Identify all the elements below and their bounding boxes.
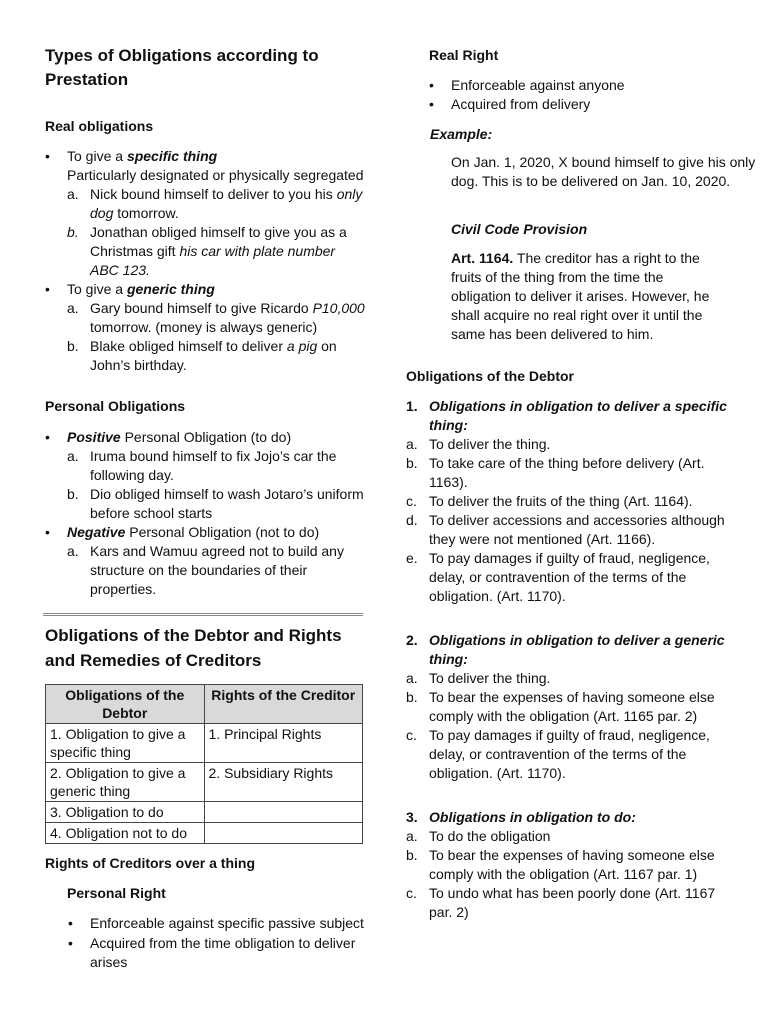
group-title: 3. Obligations in obligation to do: xyxy=(406,809,636,825)
civil-code-label: Civil Code Provision xyxy=(451,221,588,237)
list-item-negative: • Negative Personal Obligation (not to do) a. Kars and Wamuu agreed not to build any structure on the boundaries of their properties. xyxy=(45,523,365,599)
generic-thing-examples xyxy=(67,299,365,375)
table-row xyxy=(46,823,363,844)
personal-right-list xyxy=(68,914,368,972)
table-cell: 3. Obligation to do xyxy=(46,802,205,823)
list-item: • Enforceable against anyone xyxy=(429,76,729,95)
real-obligations-list xyxy=(45,147,365,375)
table-row xyxy=(46,763,363,802)
list-item: • Acquired from delivery xyxy=(429,95,729,114)
table-cell: 1. Principal Rights xyxy=(204,724,363,763)
table-header-cell: Rights of the Creditor xyxy=(204,685,363,724)
list-item-positive: • Positive Personal Obligation (to do) a. Iruma bound himself to fix Jojo’s car the following day. b. Dio obliged himself to wash Jotaro’s uniform before school starts xyxy=(45,428,365,523)
list-item: b. Blake obliged himself to deliver a pig on John’s birthday. xyxy=(67,338,337,373)
table-row xyxy=(46,724,363,763)
table-cell: 2. Subsidiary Rights xyxy=(204,763,363,802)
debtor-group-1 xyxy=(406,397,736,606)
debtor-group-3 xyxy=(406,808,736,922)
real-right-list xyxy=(429,76,729,114)
table-cell xyxy=(204,802,363,823)
table-header-cell: Obligations of the Debtor xyxy=(46,685,205,724)
list-item: b. To take care of the thing before delivery (Art. 1163). xyxy=(406,455,705,490)
list-item: a. To deliver the thing. xyxy=(406,436,551,452)
group-title: 2. Obligations in obligation to deliver a generic thing: xyxy=(406,632,725,667)
generic-thing-term: generic thing xyxy=(126,281,215,297)
list-item: a. To deliver the thing. xyxy=(406,670,551,686)
list-item: c. To pay damages if guilty of fraud, negligence, delay, or contravention of the terms of the obligation. (Art. 1170). xyxy=(406,727,710,781)
list-item: a. Nick bound himself to deliver to you his only dog tomorrow. xyxy=(67,186,363,221)
list-item: b. To bear the expenses of having someone else comply with the obligation (Art. 1165 par. 2) xyxy=(406,689,715,724)
list-item: b. Dio obliged himself to wash Jotaro’s uniform before school starts xyxy=(67,486,364,521)
list-item: • Enforceable against specific passive subject xyxy=(68,914,368,933)
specific-thing-term: specific thing xyxy=(126,148,218,164)
obligations-table xyxy=(45,684,363,844)
example-label: Example: xyxy=(430,126,493,142)
list-item: • Acquired from the time obligation to deliver arises xyxy=(68,934,368,972)
page-title: Types of Obligations according to Prestation xyxy=(45,46,319,89)
list-item: c. To undo what has been poorly done (Art. 1167 par. 2) xyxy=(406,885,716,920)
table-cell xyxy=(204,823,363,844)
table-cell: 4. Obligation not to do xyxy=(46,823,205,844)
table-row xyxy=(46,802,363,823)
debtor-group-2 xyxy=(406,631,736,783)
debtor-obligations-heading: Obligations of the Debtor xyxy=(406,368,574,384)
section-divider xyxy=(43,613,363,616)
list-item: b. To bear the expenses of having someone else comply with the obligation (Art. 1167 par. 1) xyxy=(406,847,715,882)
real-right-heading: Real Right xyxy=(429,47,499,63)
list-item: a. To do the obligation xyxy=(406,828,551,844)
specific-thing-examples xyxy=(67,185,365,280)
example-text: On Jan. 1, 2020, X bound himself to give his only dog. This is to be delivered on Jan. 10, 2020. xyxy=(451,154,756,189)
list-item: a. Gary bound himself to give Ricardo P10,000 tomorrow. (money is always generic) xyxy=(67,300,365,335)
list-item: b. Jonathan obliged himself to give you as a Christmas gift his car with plate number ABC 123. xyxy=(67,224,347,278)
article-1164: Art. 1164. The creditor has a right to the fruits of the thing from the time the obligation to deliver it arises. However, he shall acquire no real right over it until the same has been delivered to him. xyxy=(451,250,710,342)
list-item: a. Iruma bound himself to fix Jojo’s car the following day. xyxy=(67,448,337,483)
personal-obligations-list xyxy=(45,428,365,599)
table-header-row xyxy=(46,685,363,724)
list-item-generic-thing: • To give a generic thing a. Gary bound himself to give Ricardo P10,000 tomorrow. (money is always generic) b. Blake obliged himself to deliver a pig on John’s birthday. xyxy=(45,280,365,375)
rights-over-thing-heading: Rights of Creditors over a thing xyxy=(45,855,256,871)
table-cell: 2. Obligation to give a generic thing xyxy=(46,763,205,802)
table-cell: 1. Obligation to give a specific thing xyxy=(46,724,205,763)
real-obligations-heading: Real obligations xyxy=(45,118,154,134)
personal-right-heading: Personal Right xyxy=(67,885,166,901)
list-item: c. To deliver the fruits of the thing (Art. 1164). xyxy=(406,493,693,509)
list-item-specific-thing: • To give a specific thing Particularly designated or physically segregated a. Nick bound himself to deliver to you his only dog tomorrow. b. Jonathan obliged himself to give you as a Christmas gift his car with plate number ABC 123. xyxy=(45,147,365,280)
personal-obligations-heading: Personal Obligations xyxy=(45,398,186,414)
list-item: d. To deliver accessions and accessories although they were not mentioned (Art. 1166). xyxy=(406,512,725,547)
list-item: e. To pay damages if guilty of fraud, negligence, delay, or contravention of the terms of the obligation. (Art. 1170). xyxy=(406,550,710,604)
list-item: a. Kars and Wamuu agreed not to build any structure on the boundaries of their properties. xyxy=(67,543,344,597)
specific-thing-description: Particularly designated or physically segregated xyxy=(67,167,364,183)
group-title: 1. Obligations in obligation to deliver a specific thing: xyxy=(406,398,727,433)
section-title: Obligations of the Debtor and Rights and Remedies of Creditors xyxy=(45,626,342,670)
